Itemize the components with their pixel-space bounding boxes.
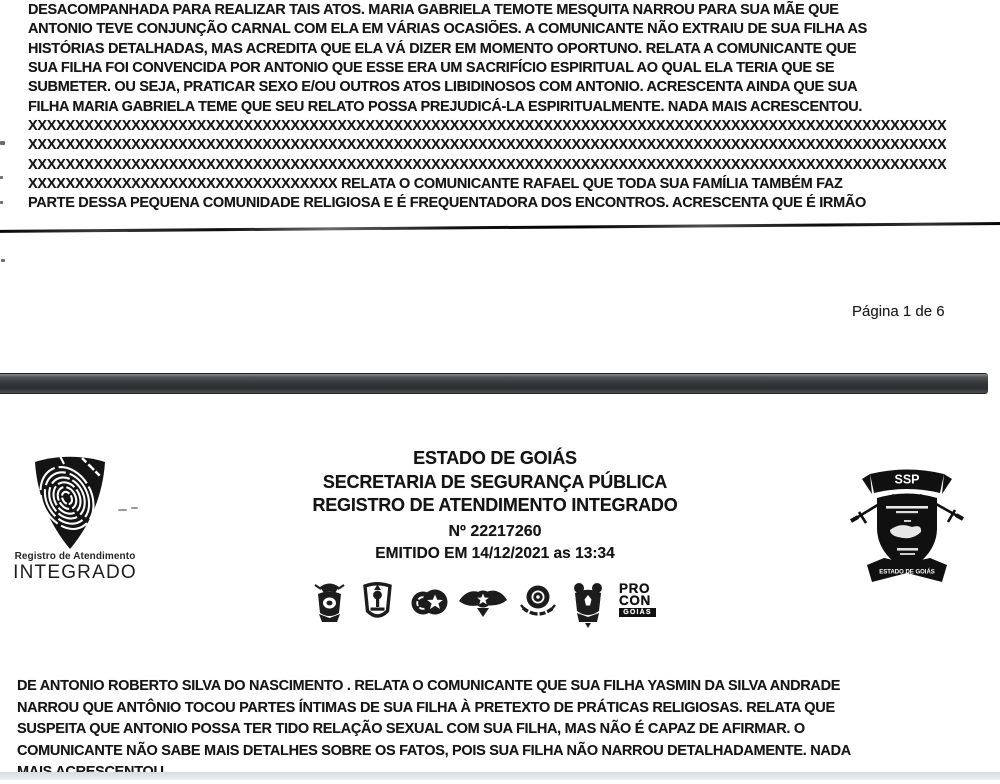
procon-goias-box: GOIÁS bbox=[619, 608, 656, 618]
winged-star-seal-icon bbox=[458, 580, 508, 629]
scan-artifact bbox=[0, 176, 3, 179]
redacted-line: XXXXXXXXXXXXXXXXXXXXXXXXXXXXXXXXXXXXXXXXXXXXXXXXXXXXXXXXXXXXXXXXXXXXXXXXXXXXXXXXXXXXXXXXXXXXXXXXXX bbox=[28, 118, 947, 135]
left-emblem-captions bbox=[6, 551, 144, 584]
emitted-timestamp: EMITIDO EM 14/12/2021 as 13:34 bbox=[375, 544, 615, 562]
document-line: SUSPEITA QUE ANTONIO POSSA TER TIDO RELAÇÃO SEXUAL COM SUA FILHA, MAS NÃO É CAPAZ DE AFIRMAR. O bbox=[17, 721, 805, 738]
document-line: FILHA MARIA GABRIELA TEME QUE SEU RELATO POSSA PREJUDICÁ-LA ESPIRITUALMENTE. NADA MAIS ACRESCENTOU. bbox=[28, 98, 863, 115]
scan-artifact bbox=[1, 259, 5, 262]
svg-text:SSP: SSP bbox=[894, 472, 920, 487]
svg-text:ESTADO DE GOIÁS: ESTADO DE GOIÁS bbox=[879, 569, 935, 576]
ssp-crest-icon bbox=[850, 464, 964, 593]
header-state: ESTADO DE GOIÁS bbox=[413, 448, 577, 468]
fingerprint-shield-icon bbox=[30, 452, 110, 559]
left-emblem-caption-bottom: INTEGRADO bbox=[13, 562, 137, 583]
police-cap-seal-icon bbox=[313, 580, 346, 631]
scan-artifact bbox=[131, 507, 138, 509]
document-line: ANTONIO TEVE CONJUNÇÃO CARNAL COM ELA EM VÁRIAS OCASIÕES. A COMUNICANTE NÃO EXTRAIU DE SUA FILHA AS bbox=[28, 21, 867, 38]
record-number: Nº 22217260 bbox=[448, 522, 542, 540]
procon-text: CON bbox=[619, 592, 651, 608]
page2-report-paragraph bbox=[17, 676, 969, 784]
header-secretariat: SECRETARIA DE SEGURANÇA PÚBLICA bbox=[322, 471, 668, 492]
document-line: SUA FILHA FOI CONVENCIDA POR ANTONIO QUE ESSE ERA UM SACRIFÍCIO ESPIRITUAL AO QUAL ELA TERIA QUE SE bbox=[28, 60, 835, 77]
page-separator-bar bbox=[0, 373, 988, 394]
report-header bbox=[245, 447, 745, 565]
document-line: DESACOMPANHADA PARA REALIZAR TAIS ATOS. MARIA GABRIELA TEMOTE MESQUITA NARROU PARA SUA MÃE QUE bbox=[28, 2, 839, 18]
double-circle-star-seal-icon bbox=[409, 580, 450, 631]
document-line: PARTE DESSA PEQUENA COMUNIDADE RELIGIOSA E É FREQUENTADORA DOS ENCONTROS. ACRESCENTA QUE É IRMÃO bbox=[28, 195, 867, 212]
document-line: XXXXXXXXXXXXXXXXXXXXXXXXXXXXXXXXX RELATA O COMUNICANTE RAFAEL QUE TODA SUA FAMÍLIA TAMBÉM FAZ bbox=[28, 176, 843, 193]
document-line: NARROU QUE ANTÔNIO TOCOU PARTES ÍNTIMAS DE SUA FILHA À PRETEXTO DE PRÁTICAS RELIGIOSAS. RELATA QUE bbox=[17, 699, 835, 716]
procon-text: PRO bbox=[619, 581, 651, 596]
left-emblem-caption-top: Registro de Atendimento bbox=[14, 551, 136, 562]
scan-artifact bbox=[0, 141, 5, 145]
page1-report-paragraph bbox=[28, 1, 969, 214]
document-line: COMUNICANTE NÃO SABE MAIS DETALHES SOBRE OS FATOS, POIS SUA FILHA NÃO NARROU DETALHADAMENTE. NADA bbox=[17, 742, 851, 759]
shield-crest-seal-icon bbox=[361, 580, 394, 631]
document-line: SUBMETER. OU SEJA, PRATICAR SEXO E/OU OUTROS ATOS LIBIDINOSOS COM ANTONIO. ACRESCENTA AINDA QUE SUA bbox=[28, 79, 858, 96]
scan-artifact bbox=[0, 201, 3, 204]
redacted-line: XXXXXXXXXXXXXXXXXXXXXXXXXXXXXXXXXXXXXXXXXXXXXXXXXXXXXXXXXXXXXXXXXXXXXXXXXXXXXXXXXXXXXXXXXXXXXXXXXX bbox=[28, 156, 947, 173]
header-registry: REGISTRO DE ATENDIMENTO INTEGRADO bbox=[312, 495, 678, 515]
redacted-line: XXXXXXXXXXXXXXXXXXXXXXXXXXXXXXXXXXXXXXXXXXXXXXXXXXXXXXXXXXXXXXXXXXXXXXXXXXXXXXXXXXXXXXXXXXXXXXXXXX bbox=[28, 137, 947, 154]
page-number: Página 1 de 6 bbox=[852, 303, 945, 320]
document-line: HISTÓRIAS DETALHADAS, MAS ACREDITA QUE ELA VÁ DIZER EM MOMENTO OPORTUNO. RELATA A COMUNICANTE QUE bbox=[28, 40, 857, 57]
round-wreath-seal-icon bbox=[518, 580, 558, 631]
procon-logo bbox=[619, 583, 665, 617]
scan-bottom-edge bbox=[0, 772, 1000, 780]
document-line: DE ANTONIO ROBERTO SILVA DO NASCIMENTO . RELATA O COMUNICANTE QUE SUA FILHA YASMIN DA SILVA ANDRADE bbox=[17, 678, 841, 694]
scan-artifact bbox=[118, 509, 127, 511]
crest-ribbon-seal-icon bbox=[568, 580, 608, 633]
horizontal-rule bbox=[0, 222, 1000, 233]
